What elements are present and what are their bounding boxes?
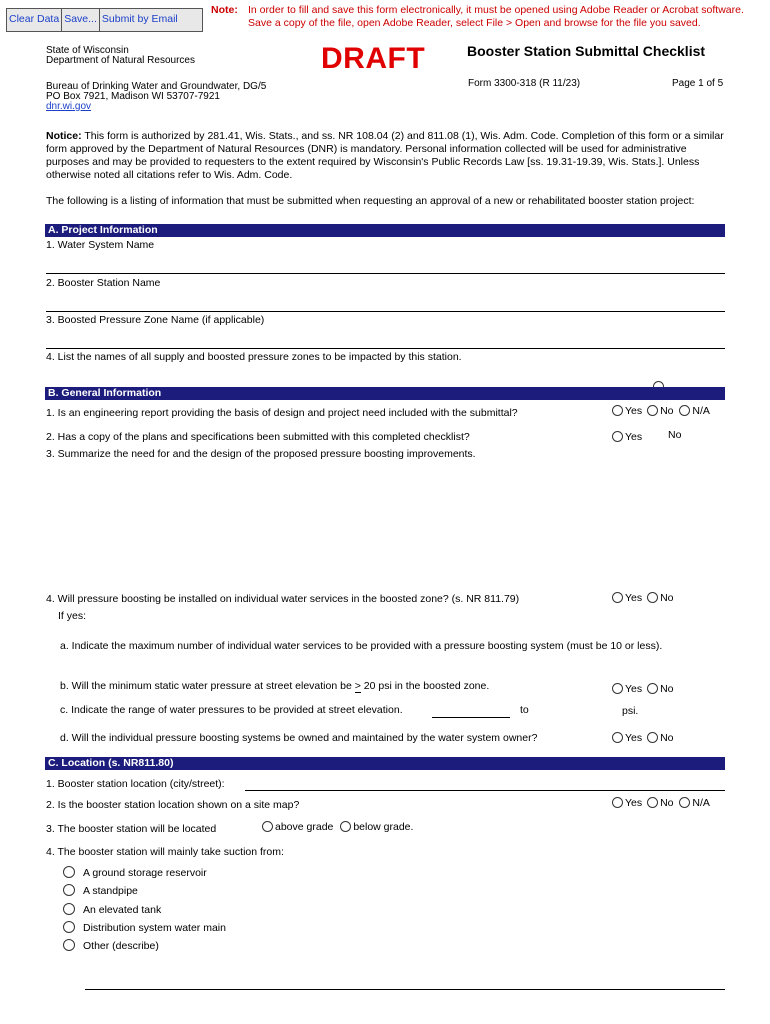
clear-data-button[interactable]: Clear Data xyxy=(7,9,62,31)
site-map-question: 2. Is the booster station location shown on a site map? xyxy=(46,799,300,811)
suction-option xyxy=(63,919,226,937)
note-text: In order to fill and save this form electronically, it must be opened using Adobe Reader or Acrobat software. Save a copy of the file, open Adobe Reader, select File > Open and browse for the file you saved. xyxy=(248,4,744,29)
ground-storage-radio[interactable] xyxy=(63,866,75,878)
boosted-pressure-zone-label: 3. Boosted Pressure Zone Name (if applicable) xyxy=(46,314,265,326)
suction-source-question: 4. The booster station will mainly take suction from: xyxy=(46,846,284,858)
section-c-header: C. Location (s. NR811.80) xyxy=(45,757,725,770)
yes-label: Yes xyxy=(625,592,643,604)
notice-paragraph xyxy=(46,130,726,182)
engineering-report-yes-radio[interactable] xyxy=(612,405,623,416)
pressure-range-unit: psi. xyxy=(622,705,639,717)
suction-source-options xyxy=(63,864,226,955)
suction-option-label: A standpipe xyxy=(83,885,138,898)
form-number: Form 3300-318 (R 11/23) xyxy=(468,78,581,89)
no-label: No xyxy=(660,405,674,417)
notice-text: This form is authorized by 281.41, Wis. Stats., and ss. NR 108.04 (2) and 811.08 (1), Wis. Adm. Code. Completion of this form or a similar form approved by the Department of Natural Resources (DNR) is mandatory. Personal information collected will be used for administrative purposes and may be provided to requesters to the extent required by Wisconsin's Public Records Law [ss. 19.31-19.39, Wis. Stats.]. Unless otherwise noted all citations refer to Wis. Adm. Code. xyxy=(46,130,724,181)
form-title: Booster Station Submittal Checklist xyxy=(467,43,706,59)
page-number: Page 1 of 5 xyxy=(672,78,724,89)
suction-option-label: A ground storage reservoir xyxy=(83,867,207,879)
bureau-name: Bureau of Drinking Water and Groundwater, DG/5 xyxy=(46,81,267,92)
grade-options xyxy=(262,821,413,833)
station-location-label: 1. Booster station location (city/street): xyxy=(46,778,225,790)
ownership-no-radio[interactable] xyxy=(647,732,658,743)
min-pressure-text: b. Will the minimum static water pressure at street elevation be xyxy=(60,680,355,692)
site-map-yes-radio[interactable] xyxy=(612,797,623,808)
pressure-range-question: c. Indicate the range of water pressures to be provided at street elevation. xyxy=(60,704,403,716)
standpipe-radio[interactable] xyxy=(63,884,75,896)
grade-question: 3. The booster station will be located xyxy=(46,823,217,835)
engineering-report-na-radio[interactable] xyxy=(679,405,690,416)
min-pressure-no-radio[interactable] xyxy=(647,683,658,694)
elevated-tank-radio[interactable] xyxy=(63,903,75,915)
department-name: Department of Natural Resources xyxy=(46,55,195,66)
below-grade-radio[interactable] xyxy=(340,821,351,832)
plans-copy-question: 2. Has a copy of the plans and specifications been submitted with this completed checklist? xyxy=(46,431,470,443)
water-system-name-label: 1. Water System Name xyxy=(46,239,155,251)
min-pressure-question xyxy=(60,680,489,693)
address: PO Box 7921, Madison WI 53707-7921 xyxy=(46,91,220,102)
engineering-report-no-radio[interactable] xyxy=(647,405,658,416)
pressure-range-to-label: to xyxy=(520,704,529,716)
water-main-radio[interactable] xyxy=(63,921,75,933)
other-radio[interactable] xyxy=(63,939,75,951)
plans-copy-no-label[interactable]: No xyxy=(668,429,682,441)
water-system-name-field[interactable] xyxy=(46,273,725,274)
site-map-options xyxy=(612,797,710,809)
notice-label: Notice: xyxy=(46,130,82,142)
section-b-header: B. General Information xyxy=(45,387,725,400)
min-pressure-options xyxy=(612,683,674,695)
ge-symbol: > xyxy=(354,680,361,692)
suction-option-label: Distribution system water main xyxy=(83,921,226,934)
no-label: No xyxy=(660,732,674,744)
individual-boosting-yes-radio[interactable] xyxy=(612,592,623,603)
if-yes-label: If yes: xyxy=(58,610,87,622)
above-grade-label: above grade xyxy=(275,821,334,833)
yes-label: Yes xyxy=(625,797,643,809)
no-label: No xyxy=(660,683,674,695)
form-toolbar xyxy=(6,8,203,32)
suction-option-label: Other (describe) xyxy=(83,940,159,953)
individual-boosting-options xyxy=(612,592,674,604)
site-map-no-radio[interactable] xyxy=(647,797,658,808)
min-pressure-yes-radio[interactable] xyxy=(612,683,623,694)
boosted-pressure-zone-field[interactable] xyxy=(46,348,725,349)
ownership-options xyxy=(612,732,674,744)
booster-station-name-label: 2. Booster Station Name xyxy=(46,277,161,289)
plans-copy-yes-radio[interactable] xyxy=(612,431,623,442)
station-location-field[interactable] xyxy=(245,790,725,791)
intro-paragraph: The following is a listing of information that must be submitted when requesting an approval of a new or rehabilitated booster station project: xyxy=(46,195,695,207)
save-button[interactable]: Save... xyxy=(62,9,100,31)
website-link[interactable]: dnr.wi.gov xyxy=(46,101,92,112)
above-grade-radio[interactable] xyxy=(262,821,273,832)
suction-option xyxy=(63,901,226,919)
booster-station-name-field[interactable] xyxy=(46,311,725,312)
section-a-header: A. Project Information xyxy=(45,224,725,237)
min-pressure-text-end: 20 psi in the boosted zone. xyxy=(360,680,490,692)
state-name: State of Wisconsin xyxy=(46,45,129,56)
suction-option xyxy=(63,882,226,900)
plans-copy-options xyxy=(612,431,642,443)
suction-option xyxy=(63,937,226,955)
max-services-question: a. Indicate the maximum number of individual water services to be provided with a pressure boosting system (must be 10 or less). xyxy=(60,640,663,652)
individual-boosting-question: 4. Will pressure boosting be installed on individual water services in the boosted zone? (s. NR 811.79) xyxy=(46,593,520,605)
individual-boosting-no-radio[interactable] xyxy=(647,592,658,603)
no-label: No xyxy=(660,797,674,809)
below-grade-label: below grade. xyxy=(353,821,414,833)
ownership-yes-radio[interactable] xyxy=(612,732,623,743)
suction-option-label: An elevated tank xyxy=(83,903,162,916)
draft-watermark: DRAFT xyxy=(321,42,426,75)
summarize-need-question: 3. Summarize the need for and the design of the proposed pressure boosting improvements. xyxy=(46,448,476,460)
engineering-report-question: 1. Is an engineering report providing the basis of design and project need included with the submittal? xyxy=(46,407,518,419)
yes-label: Yes xyxy=(625,732,643,744)
yes-label: Yes xyxy=(625,431,643,443)
pressure-zones-label: 4. List the names of all supply and boosted pressure zones to be impacted by this station. xyxy=(46,351,462,363)
ownership-question: d. Will the individual pressure boosting systems be owned and maintained by the water system owner? xyxy=(60,732,538,744)
note-label: Note: xyxy=(211,4,238,16)
site-map-na-radio[interactable] xyxy=(679,797,690,808)
yes-label: Yes xyxy=(625,405,643,417)
na-label: N/A xyxy=(692,797,710,809)
submit-by-email-button[interactable]: Submit by Email xyxy=(101,13,178,25)
yes-label: Yes xyxy=(625,683,643,695)
engineering-report-options xyxy=(612,405,710,417)
na-label: N/A xyxy=(692,405,710,417)
pressure-range-min-field[interactable] xyxy=(432,717,510,718)
other-describe-field[interactable] xyxy=(85,989,725,990)
suction-option xyxy=(63,864,226,882)
no-label: No xyxy=(660,592,674,604)
